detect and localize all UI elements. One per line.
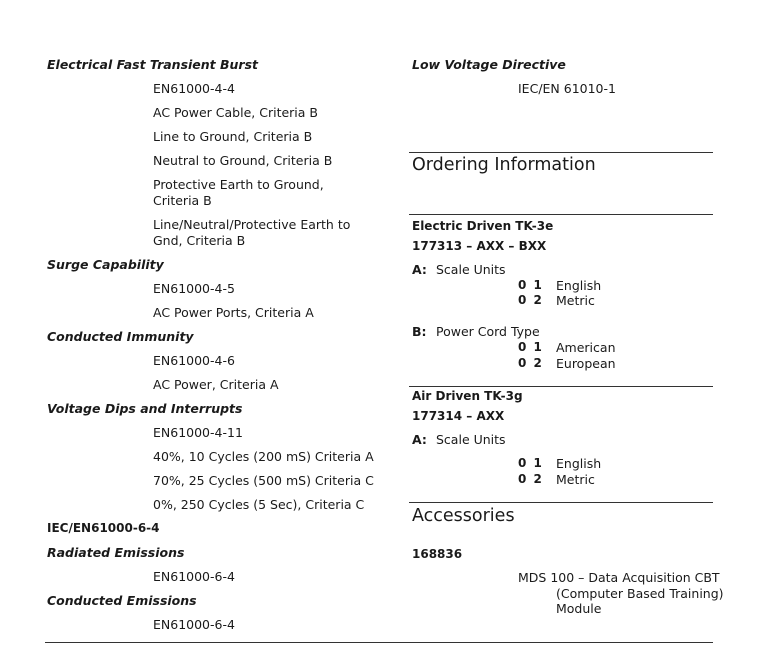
criteria-item: AC Power Cable, Criteria B [153,105,318,120]
criteria-item: 0%, 250 Cycles (5 Sec), Criteria C [153,497,365,512]
criteria-item: 70%, 25 Cycles (500 mS) Criteria C [153,473,374,488]
section-heading-surge: Surge Capability [47,257,164,272]
criteria-item: Line to Ground, Criteria B [153,129,313,144]
criteria-item: Protective Earth to Ground, [153,177,324,192]
product-name-tk3g: Air Driven TK-3g [412,389,523,403]
option-label: A: [412,262,427,277]
standard-vd: EN61000-4-11 [153,425,243,440]
section-heading-radiated-emissions: Radiated Emissions [47,545,185,560]
criteria-item-cont: Criteria B [153,193,212,208]
option-title: Power Cord Type [436,324,540,339]
option-value: Metric [556,293,595,308]
option-label: A: [412,432,427,447]
section-heading-voltage-dips: Voltage Dips and Interrupts [47,401,243,416]
option-code: 0 1 [518,340,544,354]
divider [409,502,713,503]
standard-ci: EN61000-4-6 [153,353,235,368]
option-code: 0 1 [518,456,544,470]
standard-eft: EN61000-4-4 [153,81,235,96]
criteria-item: Neutral to Ground, Criteria B [153,153,333,168]
section-heading-conducted-emissions: Conducted Emissions [47,593,197,608]
criteria-item: AC Power, Criteria A [153,377,279,392]
criteria-item: 40%, 10 Cycles (200 mS) Criteria A [153,449,374,464]
section-heading-eft: Electrical Fast Transient Burst [47,57,259,72]
accessory-description: Module [556,601,602,616]
standard-re: EN61000-6-4 [153,569,235,584]
accessories-title: Accessories [412,506,515,526]
divider [409,152,713,153]
option-value: European [556,356,616,371]
part-number-tk3g: 177314 – AXX [412,409,505,423]
standard-lvd: IEC/EN 61010-1 [518,81,616,96]
divider [409,214,713,215]
option-value: Metric [556,472,595,487]
bottom-divider [45,642,713,643]
option-title: Scale Units [436,262,506,277]
option-code: 0 1 [518,278,544,292]
criteria-item: Line/Neutral/Protective Earth to [153,217,351,232]
standard-surge: EN61000-4-5 [153,281,235,296]
part-number-tk3e: 177313 – AXX – BXX [412,239,547,253]
option-value: American [556,340,616,355]
product-name-tk3e: Electric Driven TK-3e [412,219,554,233]
option-code: 0 2 [518,356,544,370]
accessory-description: (Computer Based Training) [556,586,724,601]
accessory-part-number: 168836 [412,547,463,561]
option-code: 0 2 [518,472,544,486]
accessory-description: MDS 100 – Data Acquisition CBT [518,570,720,585]
option-code: 0 2 [518,293,544,307]
divider [409,386,713,387]
criteria-item-cont: Gnd, Criteria B [153,233,246,248]
criteria-item: AC Power Ports, Criteria A [153,305,314,320]
ordering-title: Ordering Information [412,155,596,175]
option-value: English [556,278,602,293]
option-label: B: [412,324,427,339]
section-heading-conducted-immunity: Conducted Immunity [47,329,194,344]
standard-ce: EN61000-6-4 [153,617,235,632]
option-title: Scale Units [436,432,506,447]
section-heading-iec: IEC/EN61000-6-4 [47,521,160,535]
option-value: English [556,456,602,471]
section-heading-lvd: Low Voltage Directive [412,57,566,72]
